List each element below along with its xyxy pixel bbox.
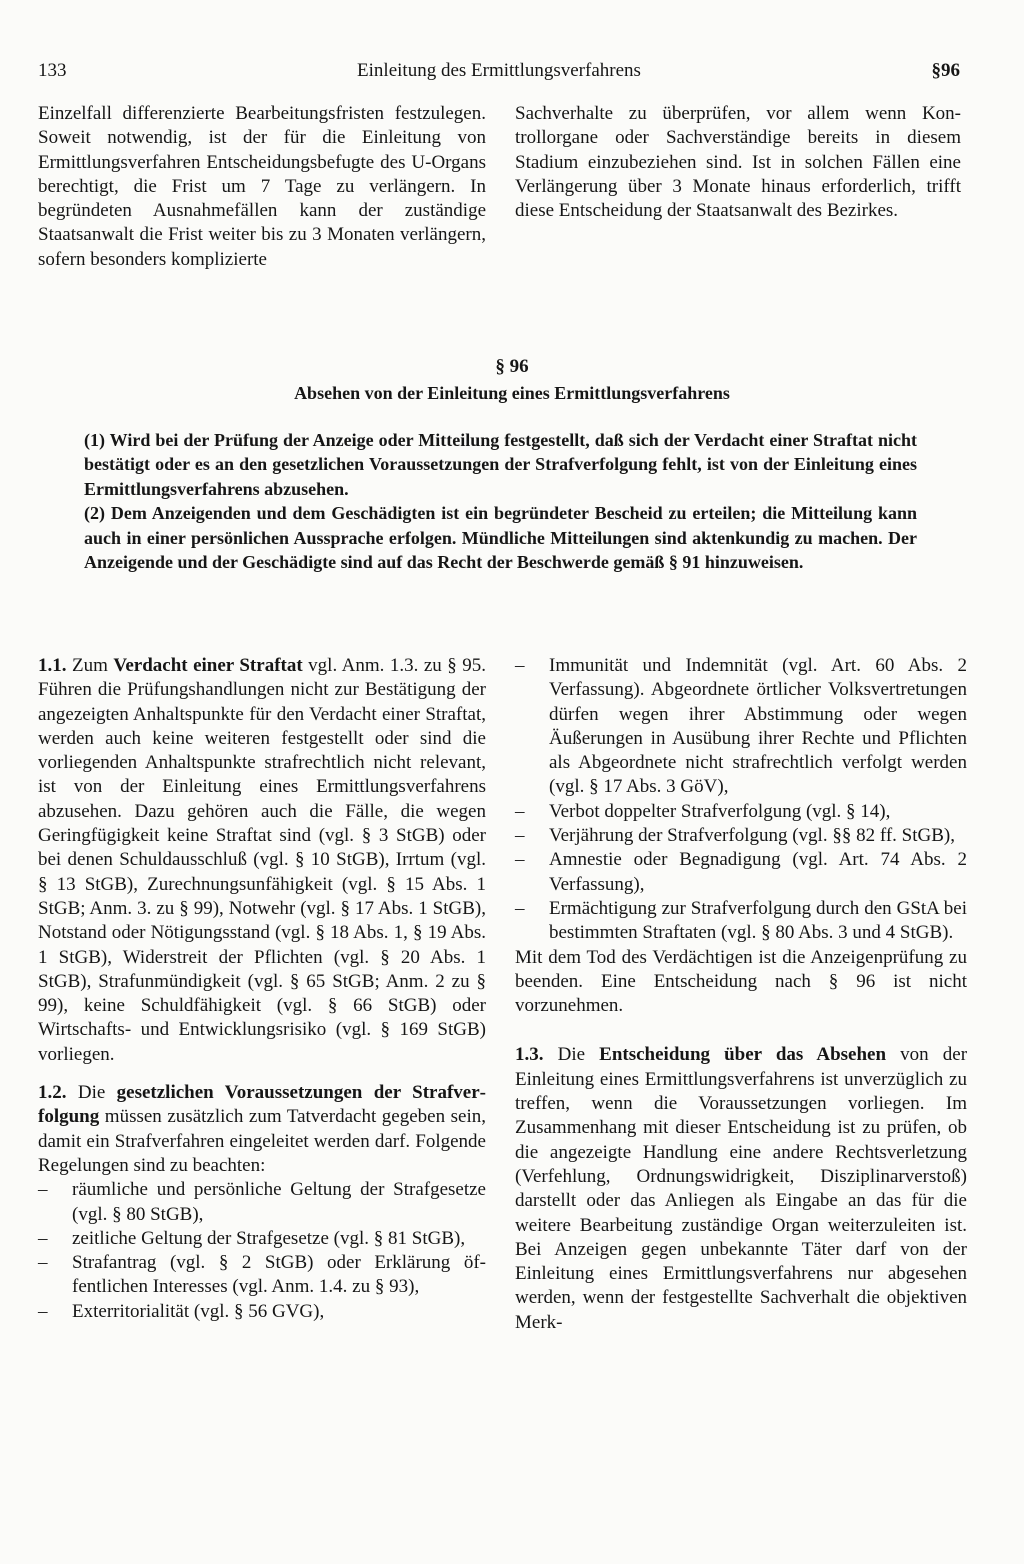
note-1-3 — [515, 1043, 967, 1335]
dash-bullet: – — [515, 849, 525, 871]
dash-bullet: – — [515, 897, 525, 919]
list-item — [515, 824, 967, 848]
note-text: vgl. Anm. 1.3. zu § 95. Führen die Prüfungshandlungen nicht zur Bestätigung der angezeigten Anhaltspunkte für den Verdacht einer Straftat, werden auch keine weiteren festgestellt oder sind die vorliegenden Anhaltspunkte strafrechtlich nicht relevant, ist von der Einleitung eines Ermittlungsverfahrens abzusehen. Dazu gehören auch die Fälle, die wegen Geringfügigkeit keine Straftat sind (vgl. § 3 StGB) oder bei denen Schuldausschluß (vgl. § 10 StGB), Irrtum (vgl. § 13 StGB), Zurechnungsunfähigkeit (vgl. § 15 Abs. 1 StGB; Anm. 3. zu § 99), Notwehr (vgl. § 17 Abs. 1 StGB), Notstand oder Nötigungsstand (vgl. § 18 Abs. 1, § 19 Abs. 1 StGB), Widerstreit der Pflichten (vgl. § 20 Abs. 1 StGB), Strafunmündigkeit (vgl. § 65 StGB; Anm. 2 zu § 99), keine Schuldfähigkeit (vgl. § 66 StGB) oder Wirtschafts- und Entwicklungsrisiko (vgl. § 169 StGB) vorliegen. — [38, 655, 486, 1065]
dash-bullet: – — [515, 825, 525, 847]
list-item-text: Amnestie oder Begnadigung (vgl. Art. 74 Abs. 2 Verfassung), — [549, 849, 967, 895]
continued-paragraph-right: Sachverhalte zu überprüfen, vor allem wenn Kontrollorgane oder Sachverständige bereits in diesem Stadium einzubeziehen sind. Ist in solchen Fällen eine Verlängerung über 3 Monate hinaus erforderlich, trifft diese Entscheidung der Staatsanwalt des Bezirkes. — [515, 103, 961, 222]
section-title: Absehen von der Einleitung eines Ermittlungsverfahrens — [294, 383, 730, 403]
list-item — [515, 848, 967, 897]
list-item-text: Exterritorialität (vgl. § 56 GVG), — [72, 1300, 325, 1322]
top-right-column — [515, 102, 961, 223]
list-item — [515, 800, 967, 824]
law-paragraph-1: (1) Wird bei der Prüfung der Anzeige oder Mitteilung festgestellt, daß sich der Verdacht einer Straftat nicht bestätigt oder es an den gesetzlichen Voraussetzungen der Strafverfolgung fehlt, ist von der Einleitung eines Ermittlungsverfahrens abzusehen. — [84, 430, 917, 499]
list-item — [515, 654, 967, 800]
dash-bullet: – — [515, 655, 525, 676]
dash-bullet: – — [38, 1252, 48, 1274]
list-item — [38, 1251, 486, 1300]
list-item-text: Strafantrag (vgl. § 2 StGB) oder Erklärung öffentlichen Interesses (vgl. Anm. 1.4. zu § 93), — [72, 1252, 486, 1298]
note-keyword: gesetzlichen Voraussetzungen der Strafverfolgung — [38, 1082, 486, 1128]
note-text: Die — [66, 1082, 117, 1104]
list-item — [38, 1227, 486, 1251]
list-item-text: Immunität und Indemnität (vgl. Art. 60 Abs. 2 Verfassung). Abgeordnete örtlicher Volksvertretungen dürfen wegen ihrer Abstimmung oder wegen Äußerungen in Ausübung ihrer Rechte und Pflichten als Abgeordnete nicht strafrechtlich verfolgt werden (vgl. § 17 Abs. 3 GöV), — [549, 655, 967, 798]
note-1-1 — [38, 654, 486, 1067]
dash-bullet: – — [38, 1300, 48, 1322]
note-1-2-closing: Mit dem Tod des Verdächtigen ist die Anzeigenprüfung zu beenden. Eine Entscheidung nach § 96 ist nicht vorzunehmen. — [515, 946, 967, 1017]
section-number: § 96 — [495, 356, 529, 377]
note-text: Zum — [66, 655, 114, 676]
page-number: 133 — [38, 60, 67, 81]
dash-bullet: – — [38, 1227, 48, 1249]
commentary-right-column — [515, 654, 967, 1335]
note-text: von der Einleitung eines Ermittlungsverfahrens ist unverzüglich zu treffen, wenn die Voraussetzungen vorliegen. Im Zusammenhang mit dieser Entscheidung ist zu prüfen, ob die angezeigte Handlung eine andere Rechtsverletzung (Verfehlung, Ordnungswidrigkeit, Disziplinarverstoß) darstellt oder das Anliegen als Eingabe an das für die weitere Bearbeitung zuständige Organ weiterzuleiten ist. Bei Anzeigen gegen unbekannte Täter darf von der Einleitung eines Ermittlungsverfahrens nur abgesehen werden, wenn der festgestellte Sachverhalt die objektiven Merk- — [515, 1044, 968, 1333]
list-item — [38, 1178, 486, 1227]
list-item-text: Verbot doppelter Strafverfolgung (vgl. § 14), — [549, 800, 891, 822]
list-item-text: räumliche und persönliche Geltung der Strafgesetze (vgl. § 80 StGB), — [72, 1179, 486, 1225]
section-reference: §96 — [931, 60, 960, 81]
list-item-text: Ermächtigung zur Strafverfolgung durch den GStA bei bestimmten Straftaten (vgl. § 80 Abs. 3 und 4 StGB). — [549, 897, 967, 944]
page-header — [38, 58, 960, 84]
note-1-2 — [38, 1081, 486, 1178]
note-number: 1.3. — [515, 1044, 544, 1066]
note-keyword: Verdacht einer Straftat — [113, 655, 303, 676]
note-number: 1.2. — [38, 1082, 67, 1104]
list-item — [515, 897, 967, 946]
note-number: 1.1. — [38, 655, 67, 676]
running-title: Einleitung des Ermittlungsverfahrens — [357, 60, 641, 81]
list-item — [38, 1300, 486, 1324]
commentary-left-column — [38, 654, 486, 1324]
dash-bullet: – — [38, 1179, 48, 1201]
note-keyword: Entscheidung über das Absehen — [599, 1044, 887, 1066]
dash-bullet: – — [515, 800, 525, 822]
continued-paragraph-left: Einzelfall differenzierte Bearbeitungsfristen festzulegen. Soweit notwendig, ist der für die Einleitung von Ermittlungsverfahren Entscheidungsbefugte des U-Organs berechtigt, die Frist um 7 Tage zu verlängern. In begründeten Ausnahmefällen kann der zuständige Staatsanwalt die Frist weiter bis zu 3 Monaten verlängern, sofern besonders komplizierte — [38, 103, 486, 270]
law-text — [84, 428, 917, 574]
note-text: müssen zusätzlich zum Tatverdacht gegeben sein, damit ein Strafverfahren eingeleitet werden darf. Folgende Regelungen sind zu beachten: — [38, 1106, 486, 1176]
top-left-column — [38, 102, 486, 272]
note-text: Die — [543, 1044, 600, 1066]
law-paragraph-2: (2) Dem Anzeigenden und dem Geschädigten ist ein begründeter Bescheid zu erteilen; die Mitteilung kann auch in einer persönlichen Aussprache erfolgen. Mündliche Mitteilungen sind aktenkundig zu machen. Der Anzeigende und der Geschädigte sind auf das Recht der Beschwerde gemäß § 91 hinzuweisen. — [84, 503, 917, 573]
list-item-text: Verjährung der Strafverfolgung (vgl. §§ 82 ff. StGB), — [549, 825, 955, 847]
list-item-text: zeitliche Geltung der Strafgesetze (vgl. § 81 StGB), — [72, 1227, 466, 1249]
